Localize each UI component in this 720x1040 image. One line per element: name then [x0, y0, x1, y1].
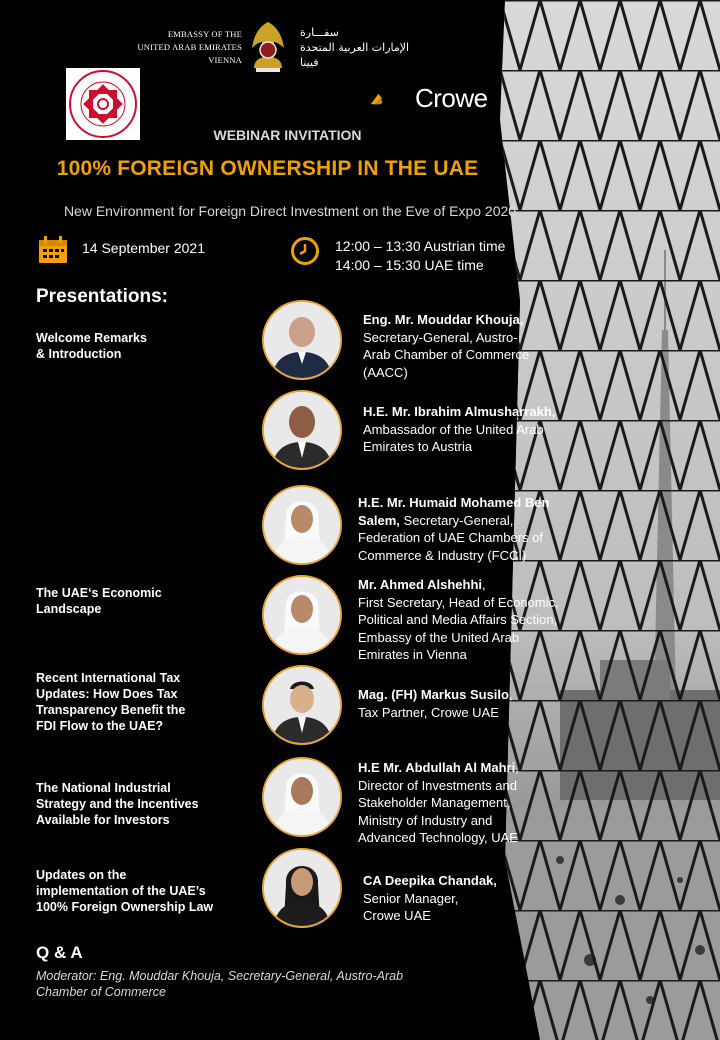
- speaker-photo: [262, 665, 342, 745]
- speaker-photo: [262, 300, 342, 380]
- time-austria: 12:00 – 13:30 Austrian time: [335, 238, 506, 254]
- embassy-name-ar: سفـــارة الإمارات العربية المتحدة فيينا: [300, 26, 410, 69]
- time-uae: 14:00 – 15:30 UAE time: [335, 257, 484, 273]
- topic-industrial-strategy: The National Industrial Strategy and the Incentives Available for Investors: [36, 781, 199, 827]
- moderator-text: Moderator: Eng. Mouddar Khouja, Secretary-General, Austro-Arab Chamber of Commerce: [36, 969, 404, 999]
- speaker-photo: [262, 757, 342, 837]
- speaker-photo: [262, 848, 342, 928]
- speaker-photo: [262, 575, 342, 655]
- uae-emblem-icon: [246, 18, 290, 74]
- speaker-al-mahri: H.E Mr. Abdullah Al Mahri, Director of Investments and Stakeholder Management, Ministry of Industry and Advanced Technology, UAE: [358, 760, 519, 845]
- speaker-susilo: Mag. (FH) Markus Susilo, Tax Partner, Crowe UAE: [358, 687, 513, 720]
- speaker-photo: [262, 390, 342, 470]
- crowe-logo-icon: [370, 80, 416, 118]
- calendar-icon: [38, 236, 68, 264]
- speaker-almusharrakh: H.E. Mr. Ibrahim Almusharrakh, Ambassador of the United Arab Emirates to Austria: [363, 404, 556, 454]
- topic-foreign-ownership-law: Updates on the implementation of the UAE’s 100% Foreign Ownership Law: [36, 868, 214, 914]
- speaker-photo: [262, 485, 342, 565]
- clock-icon: [290, 236, 320, 266]
- topic-economic-landscape: The UAE‘s Economic Landscape: [36, 586, 162, 616]
- event-date: 14 September 2021: [82, 240, 205, 256]
- topic-tax-updates: Recent International Tax Updates: How Does Tax Transparency Benefit the FDI Flow to the UAE?: [36, 671, 186, 733]
- topic-welcome: Welcome Remarks & Introduction: [36, 331, 147, 361]
- presentations-heading: Presentations:: [36, 286, 168, 307]
- qa-heading: Q & A: [36, 943, 83, 962]
- crowe-logo-text: Crowe: [415, 83, 488, 113]
- speaker-chandak: CA Deepika Chandak, Senior Manager, Crowe UAE: [363, 873, 497, 923]
- page-subtitle: New Environment for Foreign Direct Investment on the Eve of Expo 2020: [63, 203, 517, 219]
- embassy-name-en: EMBASSY OF THE UNITED ARAB EMIRATES VIENNA: [137, 29, 242, 65]
- webinar-invitation-label: WEBINAR INVITATION: [213, 127, 362, 143]
- speaker-khouja: Eng. Mr. Mouddar Khouja, Secretary-General, Austro- Arab Chamber of Commerce (AACC): [363, 312, 530, 380]
- speaker-alshehhi: Mr. Ahmed Alshehhi, First Secretary, Head of Economic, Political and Media Affairs Section, Embassy of the United Arab Emirates in Vienna: [358, 577, 559, 662]
- speaker-ben-salem: H.E. Mr. Humaid Mohamed Ben Salem, Secretary-General, Federation of UAE Chambers of Commerce & Industry (FCCI): [358, 495, 550, 563]
- page-title: 100% FOREIGN OWNERSHIP IN THE UAE: [56, 157, 479, 180]
